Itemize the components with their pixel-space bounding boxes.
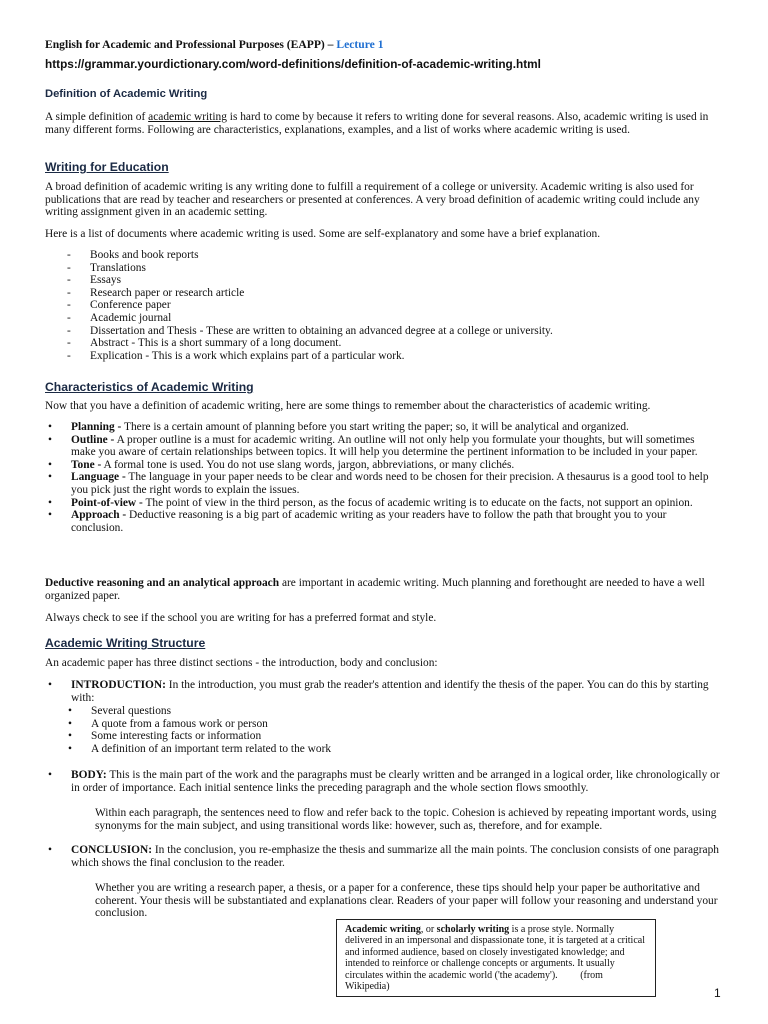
wikipedia-quote-box: Academic writing, or scholarly writing is a prose style. Normally delivered in an impersonal and dispassionate tone, it is targeted at a critical and informed audience, based on closely investigated knowledge; and intended to reinforce or challenge concepts or arguments. It usually circulates within the academic world ('the academy'). (from Wikipedia)	[336, 919, 656, 997]
body-section	[48, 769, 720, 794]
course-title: English for Academic and Professional Purposes (EAPP) –	[45, 38, 334, 51]
list-item: - Dissertation and Thesis - These are written to obtaining an advanced degree at a college or university.	[67, 324, 553, 337]
format-paragraph: Always check to see if the school you are writing for has a preferred format and style.	[45, 612, 437, 624]
deductive-paragraph: Deductive reasoning and an analytical approach are important in academic writing. Much planning and forethought are needed to have a well organized paper.	[45, 577, 705, 602]
characteristics-intro: Now that you have a definition of academic writing, here are some things to remember about the characteristics of academic writing.	[45, 400, 651, 412]
education-heading: Writing for Education	[45, 160, 169, 174]
list-item: • Approach - Deductive reasoning is a big part of academic writing as your readers have to follow the path that brought you to your conclusion.	[48, 509, 667, 534]
cohesion-paragraph: Within each paragraph, the sentences need to flow and refer back to the topic. Cohesion is achieved by repeating important words, using synonyms for the main subject, and using transitional words like: however, such as, therefore, and for example.	[95, 807, 717, 832]
quote-source: (from Wikipedia)	[345, 969, 603, 993]
list-item: - Abstract - This is a short summary of a long document.	[67, 337, 342, 350]
list-item: • CONCLUSION: In the conclusion, you re-emphasize the thesis and summarize all the main points. The conclusion consists of one paragraph which shows the final conclusion to the reader.	[48, 844, 719, 869]
conclusion-section	[48, 844, 720, 869]
final-paragraph: Whether you are writing a research paper, a thesis, or a paper for a conference, these tips should help your paper be authoritative and coherent. Your thesis will be substantiated and explanations clear. Readers of your paper will follow your reasoning and understand your conclusion.	[95, 882, 718, 920]
structure-intro: An academic paper has three distinct sections - the introduction, body and conclusion:	[45, 657, 438, 669]
characteristics-list	[48, 421, 720, 534]
list-item: • A definition of an important term related to the work	[68, 742, 332, 755]
definition-paragraph: A simple definition of academic writing is hard to come by because it refers to writing done for several reasons. Also, academic writing is used in many different forms. Following are characteristics, explanations, examples, and a list of works where academic writing is used.	[45, 111, 709, 136]
list-item: - Explication - This is a work which explains part of a particular work.	[67, 349, 405, 362]
list-item: - Academic journal	[67, 311, 172, 324]
list-item: • BODY: This is the main part of the work and the paragraphs must be clearly written and be arranged in a logical order, like chronologically or in order of importance. Each initial sentence links the preceding paragraph and the whole section flows smoothly.	[48, 769, 720, 794]
lecture-label[interactable]: Lecture 1	[336, 38, 384, 51]
list-item: • Some interesting facts or information	[68, 730, 262, 743]
list-item: - Essays	[67, 274, 122, 287]
introduction-section	[48, 679, 720, 704]
documents-list	[67, 249, 727, 362]
definition-heading: Definition of Academic Writing	[45, 88, 208, 100]
list-item: • Language - The language in your paper needs to be clear and words need to be chosen for their precision. A thesaurus is a good tool to help you pick just the right words to explain the issues.	[48, 471, 709, 496]
list-item: - Research paper or research article	[67, 286, 245, 299]
source-url[interactable]: https://grammar.yourdictionary.com/word-definitions/definition-of-academic-writing.html	[45, 57, 541, 71]
list-item: - Books and book reports	[67, 249, 199, 261]
characteristics-heading: Characteristics of Academic Writing	[45, 380, 254, 394]
document-header	[45, 38, 384, 51]
list-item: - Translations	[67, 261, 146, 274]
list-item: • Tone - A formal tone is used. You do not use slang words, jargon, abbreviations, or many clichés.	[48, 458, 515, 471]
structure-heading: Academic Writing Structure	[45, 636, 206, 650]
list-item: - Conference paper	[67, 299, 171, 312]
list-item: • Outline - A proper outline is a must for academic writing. An outline will not only help you formulate your thoughts, but will sometimes make you aware of certain relationships between topics. It will help you determine the pertinent information to be included in your paper.	[48, 433, 698, 459]
list-item: • Point-of-view - The point of view in the third person, as the focus of academic writing is to educate on the facts, not support an opinion.	[48, 496, 693, 509]
academic-writing-link[interactable]: academic writing	[148, 111, 227, 123]
page-number: 1	[714, 986, 721, 1000]
list-item: • Several questions	[68, 705, 172, 717]
education-list-intro: Here is a list of documents where academic writing is used. Some are self-explanatory and some have a brief explanation.	[45, 228, 601, 240]
list-item: • Planning - There is a certain amount of planning before you start writing the paper; so, it will be analytical and organized.	[48, 421, 629, 433]
list-item: • A quote from a famous work or person	[68, 717, 268, 730]
introduction-sublist	[68, 705, 720, 755]
education-paragraph: A broad definition of academic writing is any writing done to fulfill a requirement of a college or university. Academic writing is also used for publications that are read by teacher and researchers or presented at conferences. A very broad definition of academic writing could include any writing assignment given in an academic setting.	[45, 181, 700, 219]
list-item: • INTRODUCTION: In the introduction, you must grab the reader's attention and identify the thesis of the paper. You can do this by starting with:	[48, 679, 709, 704]
